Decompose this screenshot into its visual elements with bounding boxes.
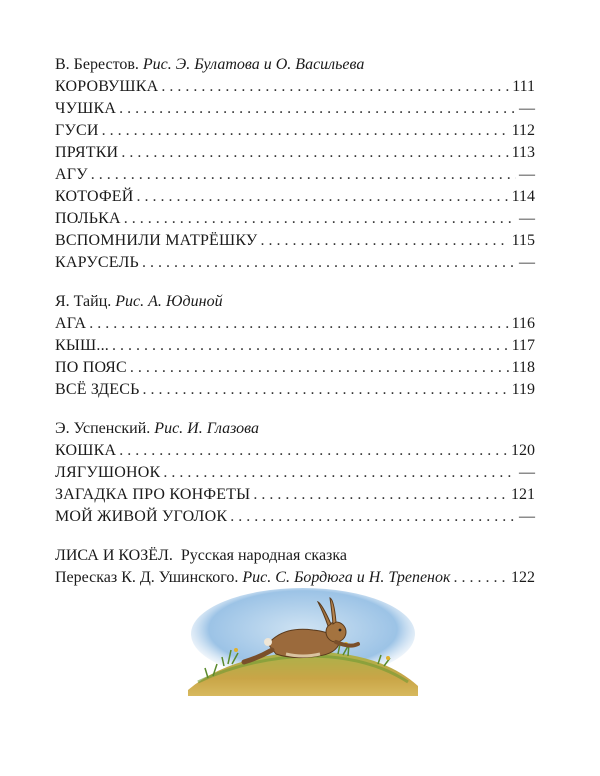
section-gap (55, 274, 535, 291)
dot-leader (142, 252, 516, 274)
dot-leader (119, 440, 508, 462)
entry-title: ГУСИ (55, 122, 99, 139)
author-name: Я. Тайц. (55, 293, 112, 310)
dot-leader (89, 313, 508, 335)
entry-title: ЛЯГУШОНОК (55, 464, 161, 481)
entry-page: 115 (511, 232, 535, 249)
dot-leader (119, 98, 516, 120)
toc-entry[interactable] (55, 506, 535, 528)
entry-title: КОТОФЕЙ (55, 188, 134, 205)
entry-title: КОШКА (55, 442, 117, 459)
entry-page: 116 (511, 315, 535, 332)
entry-page: — (519, 166, 535, 183)
entry-page: — (519, 100, 535, 117)
toc-entry[interactable] (55, 313, 535, 335)
dot-leader (230, 506, 516, 528)
dot-leader (102, 120, 509, 142)
entry-title: КАРУСЕЛЬ (55, 254, 139, 271)
entry-title: ЧУШКА (55, 100, 117, 117)
hare-illustration (188, 586, 418, 696)
entry-page: 119 (511, 381, 535, 398)
entry-title: ВСЁ ЗДЕСЬ (55, 381, 140, 398)
toc-entry[interactable] (55, 230, 535, 252)
author-name: Э. Успенский. (55, 420, 151, 437)
entry-title: МОЙ ЖИВОЙ УГОЛОК (55, 508, 228, 525)
toc-entry[interactable] (55, 120, 535, 142)
toc-entry[interactable] (55, 164, 535, 186)
toc-entry[interactable] (55, 484, 535, 506)
entry-title: КЫШ... (55, 337, 109, 354)
entry-page: 118 (511, 359, 535, 376)
toc-entry[interactable] (55, 357, 535, 379)
entry-title: ВСПОМНИЛИ МАТРЁШКУ (55, 232, 258, 249)
entry-page: — (519, 210, 535, 227)
dot-leader (130, 357, 509, 379)
toc-entry[interactable] (55, 186, 535, 208)
entry-page: 112 (511, 122, 535, 139)
entry-page: 121 (511, 486, 535, 503)
dot-leader (137, 186, 509, 208)
dot-leader (91, 164, 516, 186)
hare-eye (339, 629, 342, 632)
dot-leader (161, 76, 509, 98)
toc-entry[interactable] (55, 379, 535, 401)
entry-page: 122 (511, 569, 535, 586)
toc-entry[interactable] (55, 335, 535, 357)
toc-entry[interactable] (55, 142, 535, 164)
dot-leader (143, 379, 509, 401)
entry-page: 117 (511, 337, 535, 354)
entry-title: ПОЛЬКА (55, 210, 121, 227)
toc-entry[interactable] (55, 440, 535, 462)
dot-leader (112, 335, 509, 357)
dot-leader (121, 142, 508, 164)
dot-leader (124, 208, 516, 230)
entry-title: ПРЯТКИ (55, 144, 119, 161)
dot-leader (163, 462, 516, 484)
toc-entry[interactable] (55, 462, 535, 484)
author-name: В. Берестов. (55, 56, 139, 73)
entry-page: — (519, 254, 535, 271)
illustrator-credit: Рис. И. Глазова (154, 420, 260, 437)
entry-page: 113 (511, 144, 535, 161)
section-gap (55, 401, 535, 418)
dot-leader (253, 484, 508, 506)
entry-page: — (519, 508, 535, 525)
entry-title: ПО ПОЯС (55, 359, 127, 376)
story-subtitle: Русская народная сказка (180, 547, 348, 564)
entry-page: 120 (511, 442, 535, 459)
section-author-line (55, 54, 535, 76)
table-of-contents (55, 54, 535, 589)
story-title: ЛИСА И КОЗЁЛ. (55, 547, 173, 564)
entry-page: 114 (511, 188, 535, 205)
hare-tail (264, 638, 272, 646)
entry-title: ЗАГАДКА ПРО КОНФЕТЫ (55, 486, 251, 503)
dot-leader (260, 230, 508, 252)
section-author-line (55, 418, 535, 440)
toc-entry[interactable] (55, 98, 535, 120)
entry-page: 111 (512, 78, 535, 95)
entry-page: — (519, 464, 535, 481)
story-title-line (55, 545, 535, 567)
entry-title: КОРОВУШКА (55, 78, 159, 95)
toc-entry[interactable] (55, 208, 535, 230)
toc-entry[interactable] (55, 252, 535, 274)
section-gap (55, 528, 535, 545)
dot-leader (453, 567, 508, 589)
retold-by-text: Пересказ К. Д. Ушинского. (55, 569, 239, 586)
illustrator-credit: Рис. Э. Булатова и О. Васильева (142, 56, 365, 73)
entry-title: АГА (55, 315, 87, 332)
illustrator-credit: Рис. С. Бордюга и Н. Трепенок (242, 569, 451, 586)
entry-title: АГУ (55, 166, 88, 183)
toc-entry[interactable] (55, 76, 535, 98)
illustrator-credit: Рис. А. Юдиной (115, 293, 223, 310)
section-author-line (55, 291, 535, 313)
